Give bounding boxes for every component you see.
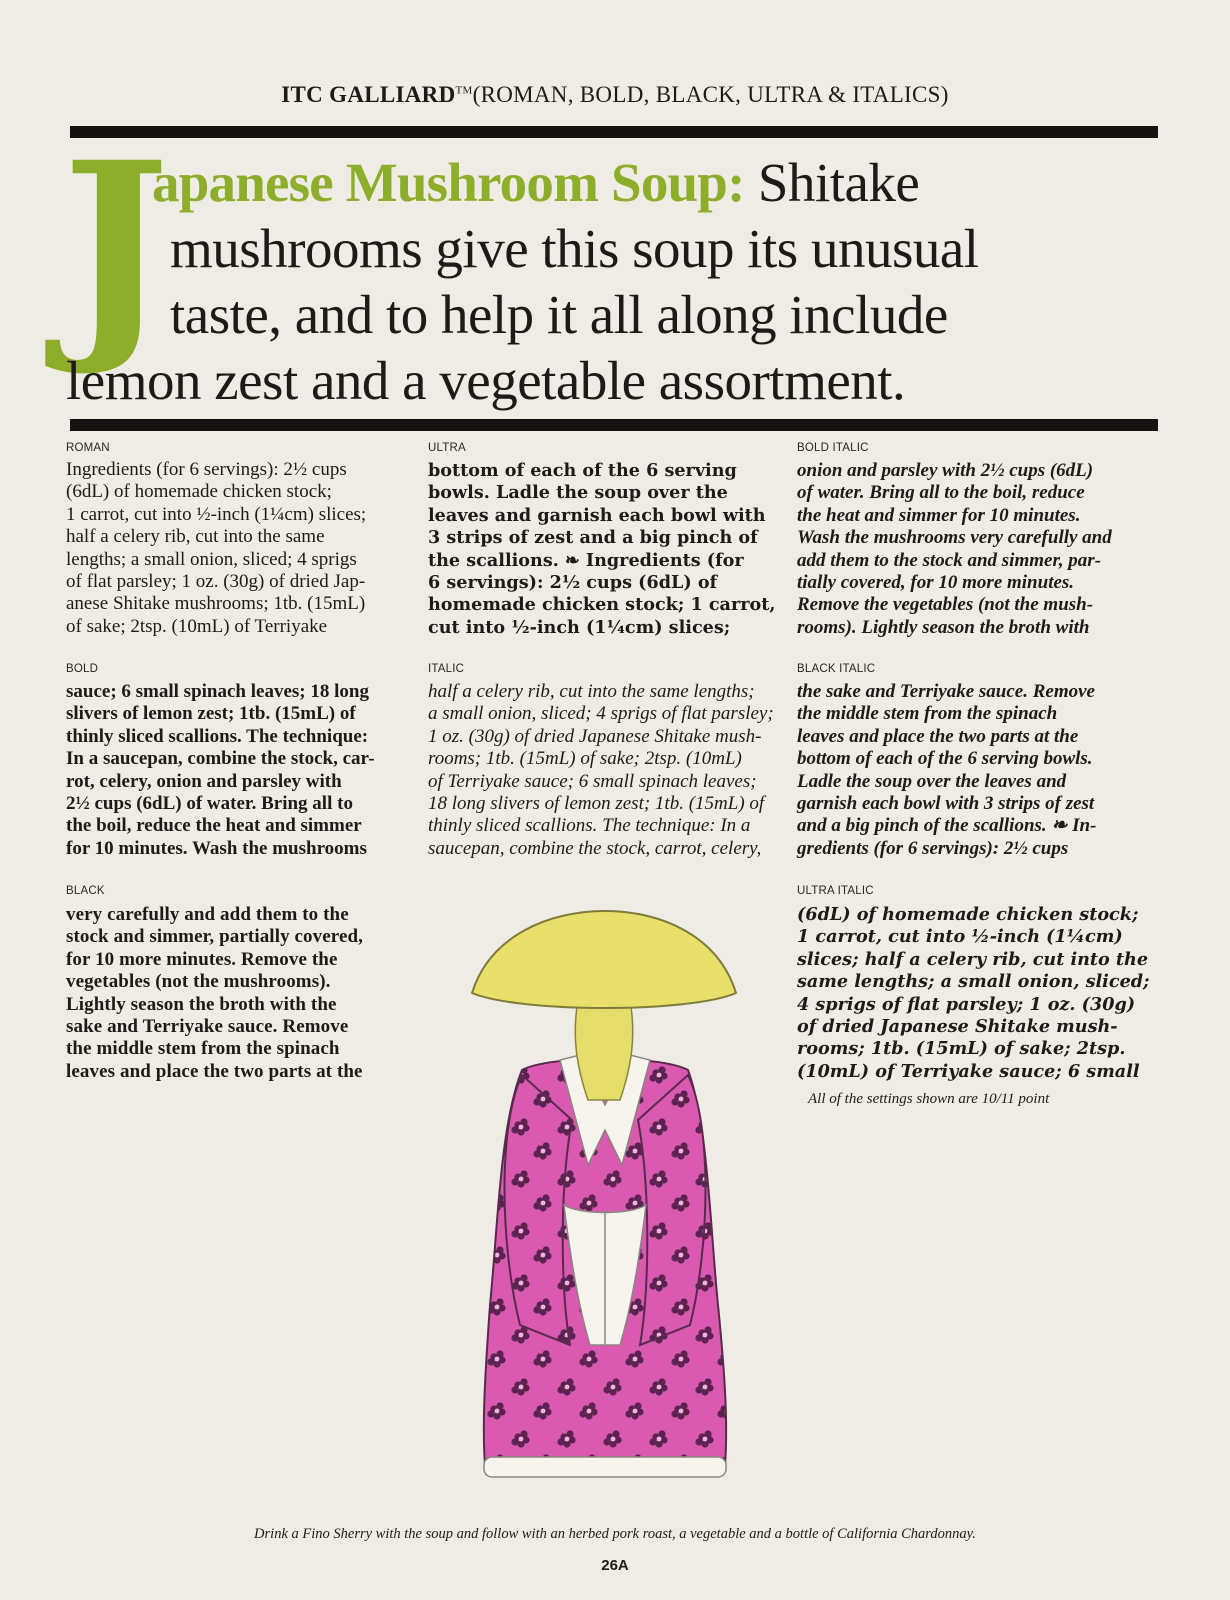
text-line: (6dL) of homemade chicken stock;: [797, 904, 1139, 925]
text-block-roman: [66, 459, 416, 638]
text-line: of flat parsley; 1 oz. (30g) of dried Jap-: [66, 571, 366, 593]
text-line: same lengths; a small onion, sliced;: [797, 971, 1150, 993]
text-line: add them to the stock and simmer, par-: [797, 549, 1102, 571]
mushroom-stem: [575, 1000, 633, 1100]
header-styles: (ROMAN, BOLD, BLACK, ULTRA & ITALICS): [472, 82, 949, 107]
text-block-black: [66, 904, 416, 1083]
text-line: the scallions. ❧ Ingredients (for: [428, 549, 744, 571]
text-line: for 10 more minutes. Remove the: [66, 948, 338, 970]
label-black: BLACK: [66, 885, 105, 897]
text-line: garnish each bowl with 3 strips of zest: [797, 793, 1095, 815]
text-line: leaves and garnish each bowl with: [428, 504, 766, 526]
headline-line-2: mushrooms give this soup its unusual: [170, 218, 979, 279]
label-roman: ROMAN: [66, 442, 110, 454]
text-line: of dried Japanese Shitake mush-: [797, 1016, 1118, 1038]
text-block-black-italic: [797, 681, 1147, 860]
headline-title: apanese Mushroom Soup:: [152, 152, 745, 213]
label-ultra-italic: ULTRA ITALIC: [797, 885, 874, 897]
text-line: rot, celery, onion and parsley with: [66, 770, 342, 792]
text-line: half a celery rib, cut into the same lengths;: [428, 681, 755, 702]
text-line: thinly sliced scallions. The technique:: [66, 725, 369, 747]
label-black-italic: BLACK ITALIC: [797, 663, 876, 675]
text-line: leaves and place the two parts at the: [66, 1060, 363, 1082]
text-line: 2½ cups (6dL) of water. Bring all to: [66, 793, 353, 815]
robe-sleeve-right: [638, 1075, 706, 1345]
robe-sleeve-left: [505, 1075, 573, 1345]
text-line: lengths; a small onion, sliced; 4 sprigs: [66, 548, 357, 570]
text-line: anese Shitake mushrooms; 1tb. (15mL): [66, 593, 366, 615]
text-line: sake and Terriyake sauce. Remove: [66, 1016, 349, 1038]
text-line: half a celery rib, cut into the same: [66, 526, 325, 548]
text-line: leaves and place the two parts at the: [797, 725, 1079, 747]
text-line: saucepan, combine the stock, carrot, celery,: [428, 837, 762, 859]
headline-line-4: lemon zest and a vegetable assortment.: [66, 350, 906, 411]
page-caption: Drink a Fino Sherry with the soup and follow with an herbed pork roast, a vegetable and a bottle of California Chardonnay.: [254, 1526, 976, 1542]
label-bold: BOLD: [66, 663, 99, 675]
text-line: sauce; 6 small spinach leaves; 18 long: [66, 681, 369, 702]
text-line: 3 strips of zest and a big pinch of: [428, 527, 758, 549]
text-line: Remove the vegetables (not the mush-: [797, 594, 1094, 616]
text-line: homemade chicken stock; 1 carrot,: [428, 594, 776, 616]
text-line: thinly sliced scallions. The technique: In a: [428, 815, 751, 837]
text-line: tially covered, for 10 more minutes.: [797, 572, 1075, 594]
text-line: vegetables (not the mushrooms).: [66, 971, 331, 993]
label-ultra: ULTRA: [428, 442, 466, 454]
drop-cap: J: [62, 112, 170, 380]
text-line: 4 sprigs of flat parsley; 1 oz. (30g): [797, 993, 1136, 1015]
text-line: 18 long slivers of lemon zest; 1tb. (15mL) of: [428, 793, 765, 815]
text-line: rooms; 1tb. (15mL) of sake; 2tsp. (10mL): [428, 748, 742, 770]
trademark-mark: TM: [455, 84, 473, 97]
text-line: slices; half a celery rib, cut into the: [797, 948, 1149, 970]
text-line: (6dL) of homemade chicken stock;: [66, 481, 332, 503]
text-line: slivers of lemon zest; 1tb. (15mL) of: [66, 703, 356, 725]
text-block-italic: [428, 681, 778, 860]
top-rule: [70, 126, 1158, 138]
text-line: a small onion, sliced; 4 sprigs of flat parsley;: [428, 703, 774, 725]
mushroom-figure-illustration: [460, 905, 750, 1505]
text-line: 6 servings): 2½ cups (6dL) of: [428, 572, 718, 594]
text-line: bottom of each of the 6 serving bowls.: [797, 748, 1093, 770]
text-line: Wash the mushrooms very carefully and: [797, 527, 1112, 549]
text-block-ultra: [428, 460, 778, 639]
text-line: the heat and simmer for 10 minutes.: [797, 504, 1081, 526]
text-line: rooms; 1tb. (15mL) of sake; 2tsp.: [797, 1038, 1126, 1060]
text-line: 1 carrot, cut into ½-inch (1¼cm): [797, 926, 1123, 948]
text-line: of water. Bring all to the boil, reduce: [797, 482, 1085, 504]
robe-hem: [484, 1457, 726, 1477]
header-brand: ITC GALLIARD: [281, 82, 456, 107]
mushroom-cap: [472, 911, 736, 1008]
text-line: stock and simmer, partially covered,: [66, 926, 364, 948]
text-line: bowls. Ladle the soup over the: [428, 482, 728, 504]
text-line: of Terriyake sauce; 6 small spinach leaves;: [428, 770, 757, 792]
header-line: [0, 82, 1230, 108]
text-line: Ingredients (for 6 servings): 2½ cups: [66, 459, 347, 480]
text-line: the middle stem from the spinach: [797, 703, 1058, 725]
text-line: very carefully and add them to the: [66, 904, 349, 925]
text-line: 1 carrot, cut into ½-inch (1¼cm) slices;: [66, 503, 367, 525]
text-block-bold-italic: [797, 460, 1147, 639]
text-line: the boil, reduce the heat and simmer: [66, 815, 362, 837]
text-line: (10mL) of Terriyake sauce; 6 small: [797, 1060, 1140, 1082]
settings-footnote: All of the settings shown are 10/11 point: [808, 1091, 1050, 1107]
text-line: onion and parsley with 2½ cups (6dL): [797, 460, 1094, 481]
text-block-ultra-italic: [797, 904, 1150, 1083]
text-line: and a big pinch of the scallions. ❧ In-: [797, 815, 1097, 837]
text-line: of sake; 2tsp. (10mL) of Terriyake: [66, 615, 328, 637]
headline-line-1-rest: Shitake: [744, 152, 920, 213]
text-line: rooms). Lightly season the broth with: [797, 616, 1090, 638]
text-line: In a saucepan, combine the stock, car-: [66, 748, 375, 770]
text-line: the middle stem from the spinach: [66, 1038, 340, 1060]
headline-line-1: [152, 150, 919, 216]
label-bold-italic: BOLD ITALIC: [797, 442, 869, 454]
bottom-rule: [70, 419, 1158, 431]
headline-line-3: taste, and to help it all along include: [170, 284, 948, 345]
text-line: gredients (for 6 servings): 2½ cups: [797, 837, 1069, 859]
text-line: for 10 minutes. Wash the mushrooms: [66, 837, 367, 859]
text-line: cut into ½-inch (1¼cm) slices;: [428, 616, 731, 638]
text-line: the sake and Terriyake sauce. Remove: [797, 681, 1095, 702]
page-number: 26A: [601, 1557, 629, 1574]
text-block-bold: [66, 681, 416, 860]
text-line: bottom of each of the 6 serving: [428, 460, 737, 481]
text-line: Ladle the soup over the leaves and: [797, 770, 1067, 792]
text-line: 1 oz. (30g) of dried Japanese Shitake mush-: [428, 725, 762, 747]
text-line: Lightly season the broth with the: [66, 993, 337, 1015]
label-italic: ITALIC: [428, 663, 465, 675]
